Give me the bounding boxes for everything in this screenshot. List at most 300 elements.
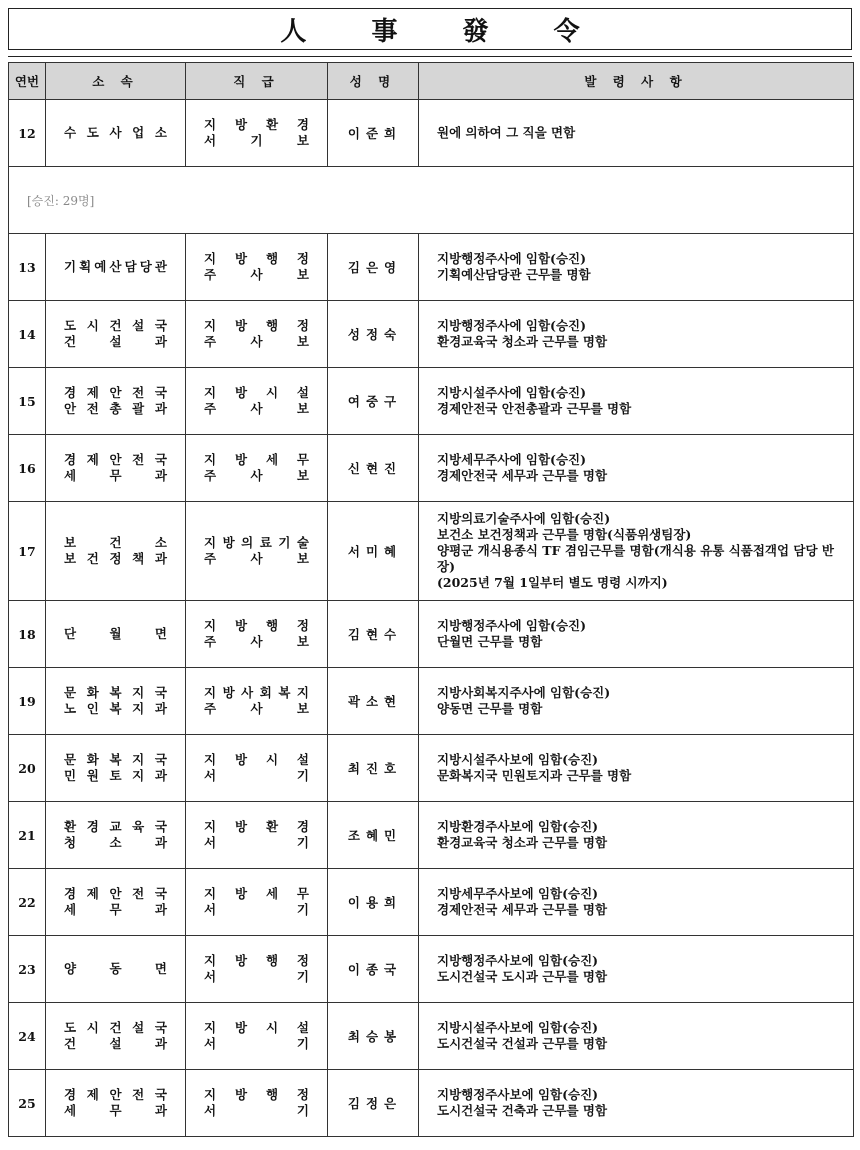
justified-char: 시	[265, 752, 279, 767]
justified-char: 시	[86, 1020, 99, 1035]
row-note	[419, 1003, 854, 1070]
justified-char: 건	[109, 1020, 122, 1035]
justified-char: 주	[204, 634, 217, 649]
justified-char: 주	[204, 468, 217, 483]
row-dept-line	[64, 1103, 167, 1119]
justified-char: 복	[109, 701, 122, 716]
justified-char: 양	[64, 961, 77, 976]
row-note	[419, 936, 854, 1003]
table-row	[9, 502, 854, 601]
justified-char: 시	[86, 318, 99, 333]
row-grade-line	[204, 685, 309, 701]
row-no: 14	[9, 301, 46, 368]
row-dept-line	[64, 452, 167, 468]
justified-char: 보	[296, 401, 309, 416]
row-name: 성정숙	[328, 301, 419, 368]
row-grade	[186, 601, 328, 668]
row-note	[419, 668, 854, 735]
row-dept-line	[64, 259, 167, 275]
row-dept-line	[64, 125, 167, 141]
justified-char: 무	[109, 1103, 122, 1118]
justified-char: 경	[296, 819, 309, 834]
justified-char: 설	[296, 1020, 309, 1035]
justified-char: 설	[132, 318, 145, 333]
justified-char: 도	[86, 125, 99, 140]
row-grade	[186, 234, 328, 301]
justified-char: 서	[204, 768, 217, 783]
justified-char: 설	[132, 1020, 145, 1035]
row-note-line: 지방행정주사에 임함(승진)	[437, 618, 587, 633]
justified-char: 방	[222, 685, 235, 700]
justified-char: 지	[204, 1087, 217, 1102]
table-row	[9, 435, 854, 502]
row-note-line: 경제안전국 세무과 근무를 명함	[437, 902, 608, 917]
justified-char: 지	[204, 535, 217, 550]
section-row	[9, 167, 854, 234]
row-dept-line	[64, 468, 167, 484]
justified-char: 소	[109, 835, 122, 850]
justified-char: 지	[132, 701, 145, 716]
justified-char: 인	[86, 701, 99, 716]
justified-char: 주	[204, 551, 217, 566]
justified-char: 국	[154, 1087, 167, 1102]
header-dept: 소 속	[46, 63, 186, 100]
justified-char: 소	[154, 125, 167, 140]
row-note-line: 지방의료기술주사에 임함(승진)	[437, 511, 611, 526]
justified-char: 소	[154, 535, 167, 550]
row-no: 13	[9, 234, 46, 301]
row-no: 24	[9, 1003, 46, 1070]
row-name: 이종국	[328, 936, 419, 1003]
justified-char: 복	[109, 752, 122, 767]
justified-char: 정	[296, 953, 309, 968]
justified-char: 경	[64, 452, 77, 467]
justified-char: 과	[154, 835, 167, 850]
row-grade-line	[204, 835, 309, 851]
row-name: 김현수	[328, 601, 419, 668]
justified-char: 보	[64, 551, 77, 566]
justified-char: 방	[222, 535, 235, 550]
row-dept	[46, 802, 186, 869]
justified-char: 제	[86, 1087, 99, 1102]
row-dept	[46, 936, 186, 1003]
table-row	[9, 802, 854, 869]
row-grade-line	[204, 133, 309, 149]
row-grade	[186, 1003, 328, 1070]
justified-char: 월	[109, 626, 122, 641]
row-note	[419, 100, 854, 167]
row-note	[419, 301, 854, 368]
justified-char: 안	[64, 401, 77, 416]
justified-char: 면	[154, 961, 167, 976]
justified-char: 지	[204, 618, 217, 633]
justified-char: 화	[86, 752, 99, 767]
row-note-line: 지방행정주사보에 임함(승진)	[437, 1087, 599, 1102]
row-no: 21	[9, 802, 46, 869]
row-dept-line	[64, 768, 167, 784]
row-grade-line	[204, 251, 309, 267]
justified-char: 과	[154, 768, 167, 783]
justified-char: 기	[296, 1103, 309, 1118]
row-dept-line	[64, 819, 167, 835]
row-note	[419, 1070, 854, 1137]
justified-char: 면	[154, 626, 167, 641]
justified-char: 방	[234, 819, 248, 834]
justified-char: 기	[64, 259, 77, 274]
justified-char: 회	[259, 685, 272, 700]
justified-char: 설	[109, 334, 122, 349]
row-grade	[186, 502, 328, 601]
table-row	[9, 368, 854, 435]
justified-char: 문	[64, 752, 77, 767]
justified-char: 도	[64, 1020, 77, 1035]
justified-char: 책	[132, 551, 145, 566]
justified-char: 지	[204, 385, 217, 400]
justified-char: 사	[241, 685, 254, 700]
justified-char: 지	[204, 953, 217, 968]
justified-char: 행	[265, 953, 279, 968]
justified-char: 과	[154, 701, 167, 716]
row-note-line: 환경교육국 청소과 근무를 명함	[437, 835, 608, 850]
justified-char: 지	[204, 117, 217, 132]
justified-char: 설	[109, 1036, 122, 1051]
justified-char: 방	[234, 385, 248, 400]
row-note-line: 도시건설국 건축과 근무를 명함	[437, 1103, 608, 1118]
row-note-line: 경제안전국 안전총괄과 근무를 명함	[437, 401, 632, 416]
justified-char: 괄	[132, 401, 145, 416]
row-no: 25	[9, 1070, 46, 1137]
justified-char: 지	[204, 318, 217, 333]
justified-char: 기	[250, 133, 263, 148]
justified-char: 제	[86, 385, 99, 400]
justified-char: 관	[154, 259, 167, 274]
justified-char: 무	[296, 886, 309, 901]
justified-char: 서	[204, 969, 217, 984]
justified-char: 사	[250, 551, 263, 566]
justified-char: 기	[296, 902, 309, 917]
justified-char: 과	[154, 401, 167, 416]
row-grade-line	[204, 819, 309, 835]
row-no: 12	[9, 100, 46, 167]
row-note-line: (2025년 7월 1일부터 별도 명령 시까지)	[437, 575, 668, 590]
justified-char: 의	[241, 535, 254, 550]
justified-char: 육	[132, 819, 145, 834]
table-row	[9, 668, 854, 735]
row-note	[419, 502, 854, 601]
row-dept-line	[64, 752, 167, 768]
justified-char: 술	[296, 535, 309, 550]
row-note-line: 환경교육국 청소과 근무를 명함	[437, 334, 608, 349]
row-note-line: 도시건설국 도시과 근무를 명함	[437, 969, 608, 984]
justified-char: 설	[296, 385, 309, 400]
header-note: 발 령 사 항	[419, 63, 854, 100]
row-name: 이용희	[328, 869, 419, 936]
row-name: 곽소현	[328, 668, 419, 735]
row-dept	[46, 234, 186, 301]
justified-char: 국	[154, 819, 167, 834]
row-note-line: 지방시설주사보에 임함(승진)	[437, 1020, 599, 1035]
justified-char: 건	[64, 334, 77, 349]
row-dept-line	[64, 551, 167, 567]
justified-char: 보	[296, 334, 309, 349]
justified-char: 지	[204, 251, 217, 266]
justified-char: 국	[154, 752, 167, 767]
row-dept-line	[64, 626, 167, 642]
row-no: 15	[9, 368, 46, 435]
row-grade-line	[204, 752, 309, 768]
row-dept	[46, 869, 186, 936]
row-no: 16	[9, 435, 46, 502]
row-grade	[186, 100, 328, 167]
row-note	[419, 802, 854, 869]
justified-char: 사	[250, 401, 263, 416]
justified-char: 주	[204, 401, 217, 416]
row-dept	[46, 601, 186, 668]
row-note-line: 지방행정주사보에 임함(승진)	[437, 953, 599, 968]
row-grade-line	[204, 1020, 309, 1036]
justified-char: 시	[265, 385, 279, 400]
justified-char: 국	[154, 685, 167, 700]
row-dept-line	[64, 961, 167, 977]
justified-char: 전	[132, 886, 145, 901]
justified-char: 방	[234, 1020, 248, 1035]
justified-char: 지	[132, 768, 145, 783]
row-no: 17	[9, 502, 46, 601]
justified-char: 담	[124, 259, 137, 274]
row-note-line: 양동면 근무를 명함	[437, 701, 543, 716]
justified-char: 교	[109, 819, 122, 834]
row-grade-line	[204, 618, 309, 634]
justified-char: 화	[86, 685, 99, 700]
row-dept-line	[64, 401, 167, 417]
justified-char: 정	[109, 551, 122, 566]
justified-char: 무	[109, 902, 122, 917]
row-grade-line	[204, 334, 309, 350]
row-note-line: 단월면 근무를 명함	[437, 634, 543, 649]
justified-char: 기	[296, 768, 309, 783]
row-dept	[46, 502, 186, 601]
justified-char: 행	[265, 1087, 279, 1102]
row-no: 23	[9, 936, 46, 1003]
justified-char: 사	[250, 468, 263, 483]
justified-char: 국	[154, 385, 167, 400]
header-grade: 직 급	[186, 63, 328, 100]
justified-char: 전	[86, 401, 99, 416]
row-note-line: 지방환경주사보에 임함(승진)	[437, 819, 599, 834]
row-dept	[46, 1070, 186, 1137]
table-row	[9, 100, 854, 167]
row-grade	[186, 936, 328, 1003]
justified-char: 기	[278, 535, 291, 550]
justified-char: 건	[109, 318, 122, 333]
justified-char: 방	[234, 752, 248, 767]
justified-char: 국	[154, 886, 167, 901]
justified-char: 정	[296, 618, 309, 633]
justified-char: 세	[64, 468, 77, 483]
justified-char: 보	[64, 535, 77, 550]
table-row	[9, 234, 854, 301]
table-row	[9, 1070, 854, 1137]
justified-char: 경	[296, 117, 309, 132]
justified-char: 지	[132, 685, 145, 700]
justified-char: 경	[86, 819, 99, 834]
row-grade	[186, 869, 328, 936]
row-dept-line	[64, 902, 167, 918]
justified-char: 세	[265, 452, 279, 467]
row-dept	[46, 668, 186, 735]
justified-char: 기	[296, 835, 309, 850]
justified-char: 당	[139, 259, 152, 274]
row-name: 최진호	[328, 735, 419, 802]
row-note-line: 지방세무주사에 임함(승진)	[437, 452, 587, 467]
row-grade	[186, 802, 328, 869]
justified-char: 방	[234, 618, 248, 633]
row-dept-line	[64, 685, 167, 701]
justified-char: 예	[94, 259, 107, 274]
justified-char: 지	[204, 452, 217, 467]
justified-char: 제	[86, 452, 99, 467]
justified-char: 무	[109, 468, 122, 483]
row-dept-line	[64, 334, 167, 350]
row-grade-line	[204, 768, 309, 784]
justified-char: 지	[204, 752, 217, 767]
header-no: 연번	[9, 63, 46, 100]
justified-char: 산	[109, 259, 122, 274]
row-grade	[186, 1070, 328, 1137]
justified-char: 방	[234, 886, 248, 901]
row-note-line: 지방사회복지주사에 임함(승진)	[437, 685, 611, 700]
justified-char: 보	[296, 468, 309, 483]
justified-char: 료	[259, 535, 272, 550]
justified-char: 지	[296, 685, 309, 700]
justified-char: 과	[154, 551, 167, 566]
table-row	[9, 1003, 854, 1070]
row-no: 19	[9, 668, 46, 735]
title-divider	[8, 56, 852, 57]
justified-char: 사	[250, 267, 263, 282]
justified-char: 과	[154, 468, 167, 483]
row-dept	[46, 435, 186, 502]
row-grade-line	[204, 452, 309, 468]
justified-char: 세	[265, 886, 279, 901]
justified-char: 안	[109, 1087, 122, 1102]
row-name: 신현진	[328, 435, 419, 502]
row-note-line: 지방세무주사보에 임함(승진)	[437, 886, 599, 901]
row-note	[419, 234, 854, 301]
justified-char: 전	[132, 385, 145, 400]
row-grade-line	[204, 267, 309, 283]
justified-char: 방	[234, 1087, 248, 1102]
document-title: 人 事 發 令	[280, 16, 608, 47]
row-grade	[186, 435, 328, 502]
row-note-line: 양평군 개식용종식 TF 겸임근무를 명함(개식용 유통 식품접객업 담당 반장)	[437, 543, 835, 574]
justified-char: 안	[109, 385, 122, 400]
justified-char: 기	[296, 969, 309, 984]
row-grade-line	[204, 1103, 309, 1119]
header-name: 성 명	[328, 63, 419, 100]
justified-char: 전	[132, 1087, 145, 1102]
justified-char: 무	[296, 452, 309, 467]
justified-char: 방	[234, 318, 248, 333]
justified-char: 환	[64, 819, 77, 834]
justified-char: 보	[296, 701, 309, 716]
justified-char: 정	[296, 1087, 309, 1102]
row-grade-line	[204, 401, 309, 417]
justified-char: 토	[109, 768, 122, 783]
justified-char: 서	[204, 133, 217, 148]
row-name: 여중구	[328, 368, 419, 435]
justified-char: 건	[86, 551, 99, 566]
row-note-line: 원에 의하여 그 직을 면함	[437, 125, 576, 140]
justified-char: 행	[265, 618, 279, 633]
justified-char: 보	[296, 267, 309, 282]
justified-char: 보	[296, 634, 309, 649]
row-grade-line	[204, 701, 309, 717]
justified-char: 건	[64, 1036, 77, 1051]
justified-char: 과	[154, 902, 167, 917]
justified-char: 노	[64, 701, 77, 716]
justified-char: 환	[265, 117, 279, 132]
justified-char: 설	[296, 752, 309, 767]
justified-char: 사	[109, 125, 122, 140]
row-grade	[186, 735, 328, 802]
row-note	[419, 368, 854, 435]
table-row	[9, 936, 854, 1003]
justified-char: 주	[204, 267, 217, 282]
table-row	[9, 869, 854, 936]
justified-char: 획	[79, 259, 92, 274]
justified-char: 전	[132, 452, 145, 467]
justified-char: 과	[154, 1036, 167, 1051]
row-grade-line	[204, 1036, 309, 1052]
row-name: 김은영	[328, 234, 419, 301]
justified-char: 서	[204, 902, 217, 917]
row-grade-line	[204, 468, 309, 484]
table-row	[9, 601, 854, 668]
justified-char: 세	[64, 1103, 77, 1118]
row-name: 서미혜	[328, 502, 419, 601]
row-note-line: 경제안전국 세무과 근무를 명함	[437, 468, 608, 483]
justified-char: 서	[204, 1103, 217, 1118]
row-dept-line	[64, 385, 167, 401]
row-grade	[186, 301, 328, 368]
row-note-line: 지방행정주사에 임함(승진)	[437, 251, 587, 266]
justified-char: 도	[64, 318, 77, 333]
justified-char: 방	[234, 953, 248, 968]
justified-char: 지	[204, 819, 217, 834]
row-note-line: 기획예산담당관 근무를 명함	[437, 267, 591, 282]
row-grade-line	[204, 535, 309, 551]
row-dept	[46, 368, 186, 435]
section-label: [승진: 29명]	[9, 167, 854, 234]
justified-char: 주	[204, 334, 217, 349]
justified-char: 과	[154, 334, 167, 349]
justified-char: 보	[296, 133, 309, 148]
justified-char: 경	[64, 1087, 77, 1102]
justified-char: 문	[64, 685, 77, 700]
row-dept-line	[64, 886, 167, 902]
justified-char: 복	[109, 685, 122, 700]
table-row	[9, 301, 854, 368]
row-grade-line	[204, 953, 309, 969]
row-dept-line	[64, 318, 167, 334]
justified-char: 경	[64, 385, 77, 400]
row-no: 22	[9, 869, 46, 936]
justified-char: 건	[109, 535, 122, 550]
table-row	[9, 735, 854, 802]
row-note	[419, 601, 854, 668]
justified-char: 방	[234, 117, 248, 132]
